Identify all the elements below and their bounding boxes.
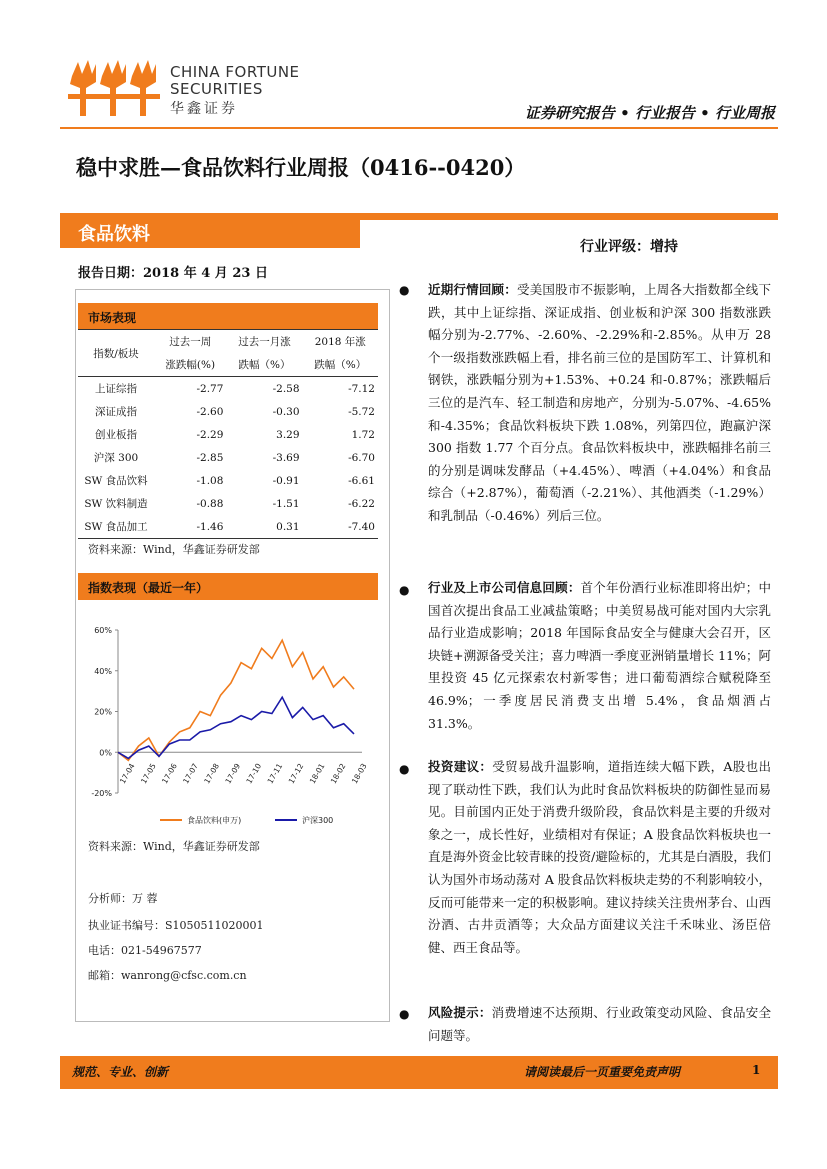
y-tick-label: 0% [99, 748, 112, 758]
bullet-icon: ● [399, 583, 410, 597]
index-name-cell: SW 饮料制造 [84, 498, 148, 510]
section-body: 受贸易战升温影响，道指连续大幅下跌，A股也出现了联动性下跌，我们认为此时食品饮料板块的防御性显而易见。目前国内正处于消费升级阶段，食品饮料是主要的升级对象之一，成长性好，业绩相对有保证；A 股食品饮料板块也一直是海外资金比较青睐的投资/避险标的，尤其是白酒股，我们认为国外市场动荡对 A 股食品饮料板块走势的不利影响较小，反而可能带来一定的积极影响。建议持续关注贵州茅台、山西汾酒、古井贡酒等；大众品方面建议关注千禾味业、汤臣倍健、西王食品等。 [428, 759, 771, 955]
x-tick-label: 17-11 [265, 761, 285, 786]
company-logo [66, 58, 164, 120]
value-cell: -0.88 [196, 497, 224, 510]
value-cell: -6.61 [348, 474, 375, 487]
report-category: 证券研究报告 • 行业报告 • 行业周报 [524, 104, 775, 122]
chart-source: 资料来源：Wind，华鑫证券研发部 [88, 840, 260, 853]
section-investment-advice [428, 756, 771, 959]
table-row [78, 515, 378, 539]
brand-name-cn: 华鑫证券 [170, 101, 238, 117]
page-number: 1 [752, 1063, 761, 1077]
header-divider [60, 127, 778, 129]
table-row [78, 400, 378, 423]
index-name-cell: 深证成指 [95, 406, 137, 418]
legend-label: 食品饮料(申万) [187, 816, 242, 825]
value-cell: -1.46 [196, 520, 224, 533]
value-cell: -2.58 [272, 382, 300, 395]
chart-heading-bar [78, 573, 378, 600]
sector-banner-line [360, 213, 778, 220]
index-name-cell: 创业板指 [95, 429, 137, 441]
value-cell: -1.08 [196, 474, 224, 487]
x-tick-label: 17-04 [117, 761, 137, 786]
value-cell: -3.69 [272, 451, 300, 464]
section-industry-news [428, 577, 771, 735]
bullet-icon: ● [399, 283, 410, 297]
table-row [78, 469, 378, 492]
section-head: 投资建议： [428, 759, 493, 774]
x-tick-label: 18-02 [328, 761, 348, 786]
table-row [78, 377, 378, 401]
col-header-week-b: 涨跌幅(%) [165, 359, 216, 371]
brand-name-en-line2: SECURITIES [170, 80, 263, 98]
x-tick-label: 18-01 [307, 761, 327, 786]
value-cell: -5.72 [348, 405, 375, 418]
market-table [78, 329, 378, 539]
section-head: 近期行情回顾： [428, 282, 517, 297]
analyst-phone: 电话：021-54967577 [88, 944, 202, 957]
x-tick-label: 18-03 [349, 761, 369, 786]
value-cell: -2.85 [196, 451, 224, 464]
section-risk [428, 1002, 771, 1047]
col-header-month-b: 跌幅（%） [238, 359, 291, 371]
table-row [78, 492, 378, 515]
x-tick-label: 17-10 [244, 761, 264, 786]
x-tick-label: 17-05 [139, 761, 158, 786]
value-cell: -7.40 [348, 520, 375, 533]
series-line-1 [118, 697, 354, 758]
value-cell: -2.77 [196, 382, 224, 395]
section-body: 消费增速不达预期、行业政策变动风险、食品安全问题等。 [428, 1005, 771, 1043]
x-tick-label: 17-07 [181, 761, 200, 786]
analyst-name: 分析师：万 蓉 [88, 892, 158, 905]
y-tick-label: 20% [94, 707, 112, 717]
chart-heading: 指数表现（最近一年） [88, 581, 209, 595]
section-head: 行业及上市公司信息回顾： [428, 580, 581, 595]
x-tick-label: 17-09 [223, 761, 243, 786]
y-tick-label: 60% [94, 626, 112, 635]
series-line-0 [118, 640, 354, 760]
legend-label: 沪深300 [302, 816, 334, 825]
value-cell: -6.70 [348, 451, 375, 464]
y-tick-label: 40% [94, 666, 112, 676]
col-header-year-a: 2018 年涨 [314, 336, 366, 348]
report-title: 稳中求胜—食品饮料行业周报（0416--0420） [76, 155, 526, 180]
footer-slogan: 规范、专业、创新 [72, 1065, 169, 1079]
section-body: 首个年份酒行业标准即将出炉；中国首次提出食品工业减盐策略；中美贸易战可能对国内大宗乳品行业造成影响；2018 年国际食品安全与健康大会召开，区块链+溯源备受关注；喜力啤酒一季度亚洲销量增长 11%；阿里投资 45 亿元探索农村新零售；进口葡萄酒综合赋税降至 46.9%；一季度居民消费支出增 5.4%，食品烟酒占 31.3%。 [428, 580, 771, 731]
section-market-review [428, 279, 771, 528]
value-cell: -2.29 [196, 428, 224, 441]
col-header-week-a: 过去一周 [169, 336, 212, 348]
index-name-cell: 上证综指 [95, 383, 137, 395]
analyst-cert: 执业证书编号：S1050511020001 [88, 919, 264, 932]
y-tick-label: -20% [91, 789, 112, 798]
table-row [78, 423, 378, 446]
value-cell: -0.30 [272, 405, 300, 418]
footer-disclaimer-link[interactable]: 请阅读最后一页重要免责声明 [524, 1065, 681, 1079]
section-body: 受美国股市不振影响，上周各大指数都全线下跌，其中上证综指、深证成指、创业板和沪深 300 指数涨跌幅分别为-2.77%、-2.60%、-2.29%和-2.85%。从申万 28 个一级指数涨跌幅上看，排名前三位的是国防军工、计算机和钢铁，涨跌幅分别为+1.53%、+0.24 和-0.87%；涨跌幅后三位的是汽车、轻工制造和房地产，分别为-5.07%、-4.65%和-4.35%；食品饮料板块下跌 1.08%，列第四位，跑赢沪深 300 指数 1.77 个百分点。食品饮料板块中，涨跌幅排名前三的分别是调味发酵品（+4.45%）、啤酒（+4.04%）和食品综合（+2.87%），葡萄酒（-2.21%）、其他酒类（-1.29%）和乳制品（-0.46%）列后三位。 [428, 282, 771, 523]
market-heading: 市场表现 [88, 311, 137, 325]
value-cell: -0.91 [272, 474, 300, 487]
col-header-index: 指数/板块 [93, 347, 139, 360]
analyst-email[interactable]: 邮箱：wanrong@cfsc.com.cn [88, 969, 247, 982]
col-header-year-b: 跌幅（%） [314, 359, 367, 371]
table-row [78, 446, 378, 469]
value-cell: -1.51 [272, 497, 300, 510]
brand-name-en-line1: CHINA FORTUNE [170, 63, 300, 81]
section-head: 风险提示： [428, 1005, 492, 1020]
x-tick-label: 17-06 [160, 761, 179, 786]
x-tick-label: 17-12 [286, 761, 306, 786]
bullet-icon: ● [399, 762, 410, 776]
bullet-icon: ● [399, 1007, 410, 1021]
value-cell: -6.22 [348, 497, 375, 510]
value-cell: 0.31 [276, 520, 300, 533]
value-cell: -7.12 [348, 382, 375, 395]
value-cell: 1.72 [351, 428, 375, 441]
index-name-cell: 沪深 300 [93, 452, 139, 464]
market-source: 资料来源：Wind，华鑫证券研发部 [88, 543, 260, 556]
x-tick-label: 17-08 [202, 761, 221, 786]
index-name-cell: SW 食品加工 [84, 521, 148, 533]
sector-label: 食品饮料 [78, 224, 150, 245]
industry-rating: 行业评级：增持 [580, 239, 678, 255]
value-cell: -2.60 [196, 405, 224, 418]
value-cell: 3.29 [276, 428, 300, 441]
index-chart [80, 613, 380, 828]
market-heading-bar [78, 303, 378, 330]
index-name-cell: SW 食品饮料 [84, 475, 148, 487]
report-date: 报告日期：2018 年 4 月 23 日 [78, 266, 268, 281]
col-header-month-a: 过去一月涨 [238, 336, 291, 348]
